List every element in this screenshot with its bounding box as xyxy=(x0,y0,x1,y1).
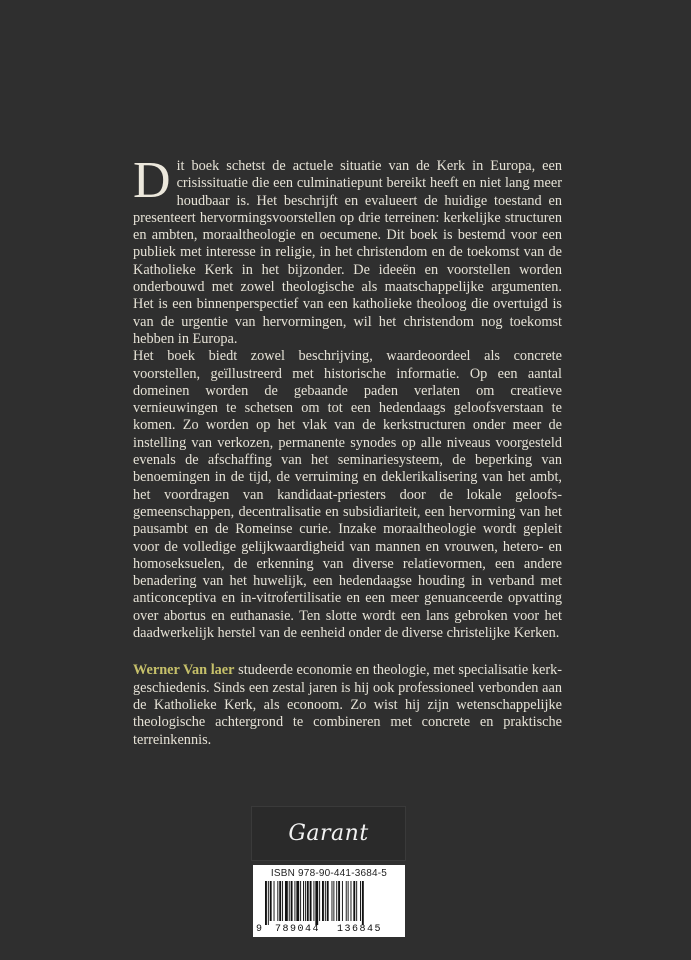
barcode-bar xyxy=(333,881,334,921)
author-bio xyxy=(133,662,562,748)
barcode-bar xyxy=(277,881,278,921)
barcode-bar xyxy=(303,881,304,921)
barcode-bar xyxy=(274,881,275,921)
author-name: Werner Van laer xyxy=(133,662,235,679)
barcode-digits-right: 136845 xyxy=(337,924,383,935)
barcode-bar xyxy=(346,881,347,921)
publisher-logo-text: Garant xyxy=(288,821,369,846)
barcode-bar xyxy=(310,881,312,921)
barcode-bar xyxy=(353,881,355,921)
isbn-label: ISBN 978-90-441-3684-5 xyxy=(270,868,388,879)
barcode-bar xyxy=(348,881,349,921)
barcode-bar xyxy=(351,881,352,921)
barcode-bar xyxy=(270,881,272,921)
barcode-bar xyxy=(338,881,340,921)
barcode-digits xyxy=(255,924,403,936)
isbn-barcode xyxy=(253,865,405,937)
blurb-paragraph-2: Het boek biedt zowel beschrijving, waardeoordeel als concrete voorstellen, geïllustreerd met historische informatie. Op een aantal domeinen worden de gebaande paden verlaten om creatieve vernieuwingen te schetsen om tot een hedendaags geloofsverstaan te komen. Zo worden op het vlak van de kerkstructuren onder meer de instelling van verkozen, permanente synodes op alle niveaus voorgesteld evenals de afschaffing van het seminariesysteem, de beperking van benoemingen in de tijd, de verruiming en deklerikalisering van het ambt, het voordragen van kandidaat-priesters door de lokale geloofsgemeenschappen, decentralisatie en subsidiariteit, een hervorming van het pausambt en de Romeinse curie. Inzake moraaltheologie wordt gepleit voor de volledige gelijkwaardigheid van mannen en vrouwen, hetero- en homoseksuelen, de erkenning van diverse relatievormen, een andere benadering van het huwelijk, een hedendaagse houding in verband met anticonceptiva en in-vitrofertilisatie en een meer genuanceerde opvatting over abortus en euthanasie. Ten slotte wordt een lans gebroken voor het daadwerkelijk herstel van de eenheid onder de diverse christelijke Kerken. xyxy=(133,348,562,642)
blurb-paragraph-1-text: it boek schetst de actuele situatie van de Kerk in Europa, een crisissituatie die een culminatiepunt bereikt heeft en niet lang meer houdbaar is. Het beschrijft en evalueert de huidige toestand en presenteert hervormingsvoorstellen op drie terreinen: kerkelijke structuren en ambten, moraaltheologie en oecumene. Dit boek is bestemd voor een publiek met interesse in religie, in het christendom en de toekomst van de Katholieke Kerk in het bijzonder. De ideeën en voorstellen worden onderbouwd met zowel theologische als maatschappelijke argumenten. Het is een binnenperspectief van een katholieke theoloog die overtuigd is van de urgentie van hervormingen, wil het christendom nog toekomst hebben in Europa. xyxy=(133,158,562,347)
barcode-bar xyxy=(305,881,306,921)
barcode-bar xyxy=(285,881,288,921)
barcode-bars-icon xyxy=(265,881,393,925)
barcode-bar xyxy=(362,881,364,925)
blurb-text xyxy=(133,152,562,749)
drop-cap: D xyxy=(133,152,171,209)
barcode-bar xyxy=(360,881,361,921)
barcode-bar xyxy=(282,881,283,921)
barcode-bar xyxy=(265,881,267,925)
author-bio-text: studeerde economie en theologie, met specialisatie kerkgeschiedenis. Sinds een zestal jaren is hij ook professioneel verbonden aan de Katholieke Kerk, als econoom. Zo wist hij zijn wetenschappelijke theologische achtergrond te combineren met concrete en praktische terreinkennis. xyxy=(133,662,562,748)
barcode-bar xyxy=(296,881,299,921)
barcode-bar xyxy=(315,881,318,925)
barcode-bar xyxy=(356,881,357,921)
barcode-bar xyxy=(300,881,301,921)
barcode-bar xyxy=(291,881,293,921)
publisher-logo xyxy=(251,806,406,861)
barcode-bar xyxy=(289,881,290,921)
barcode-digits-left: 789044 xyxy=(275,924,321,935)
barcode-digit-lead: 9 xyxy=(256,924,263,935)
barcode-bar xyxy=(279,881,281,921)
barcode-bar xyxy=(294,881,295,921)
barcode-bar xyxy=(307,881,309,921)
barcode-bar xyxy=(327,881,329,921)
barcode-bar xyxy=(313,881,314,921)
barcode-bar xyxy=(268,881,269,925)
barcode-bar xyxy=(325,881,326,921)
barcode-bar xyxy=(336,881,337,921)
barcode-bar xyxy=(332,881,333,921)
barcode-bar xyxy=(322,881,324,921)
barcode-bar xyxy=(319,881,320,921)
blurb-paragraph-1 xyxy=(133,152,562,348)
barcode-bar xyxy=(342,881,343,921)
